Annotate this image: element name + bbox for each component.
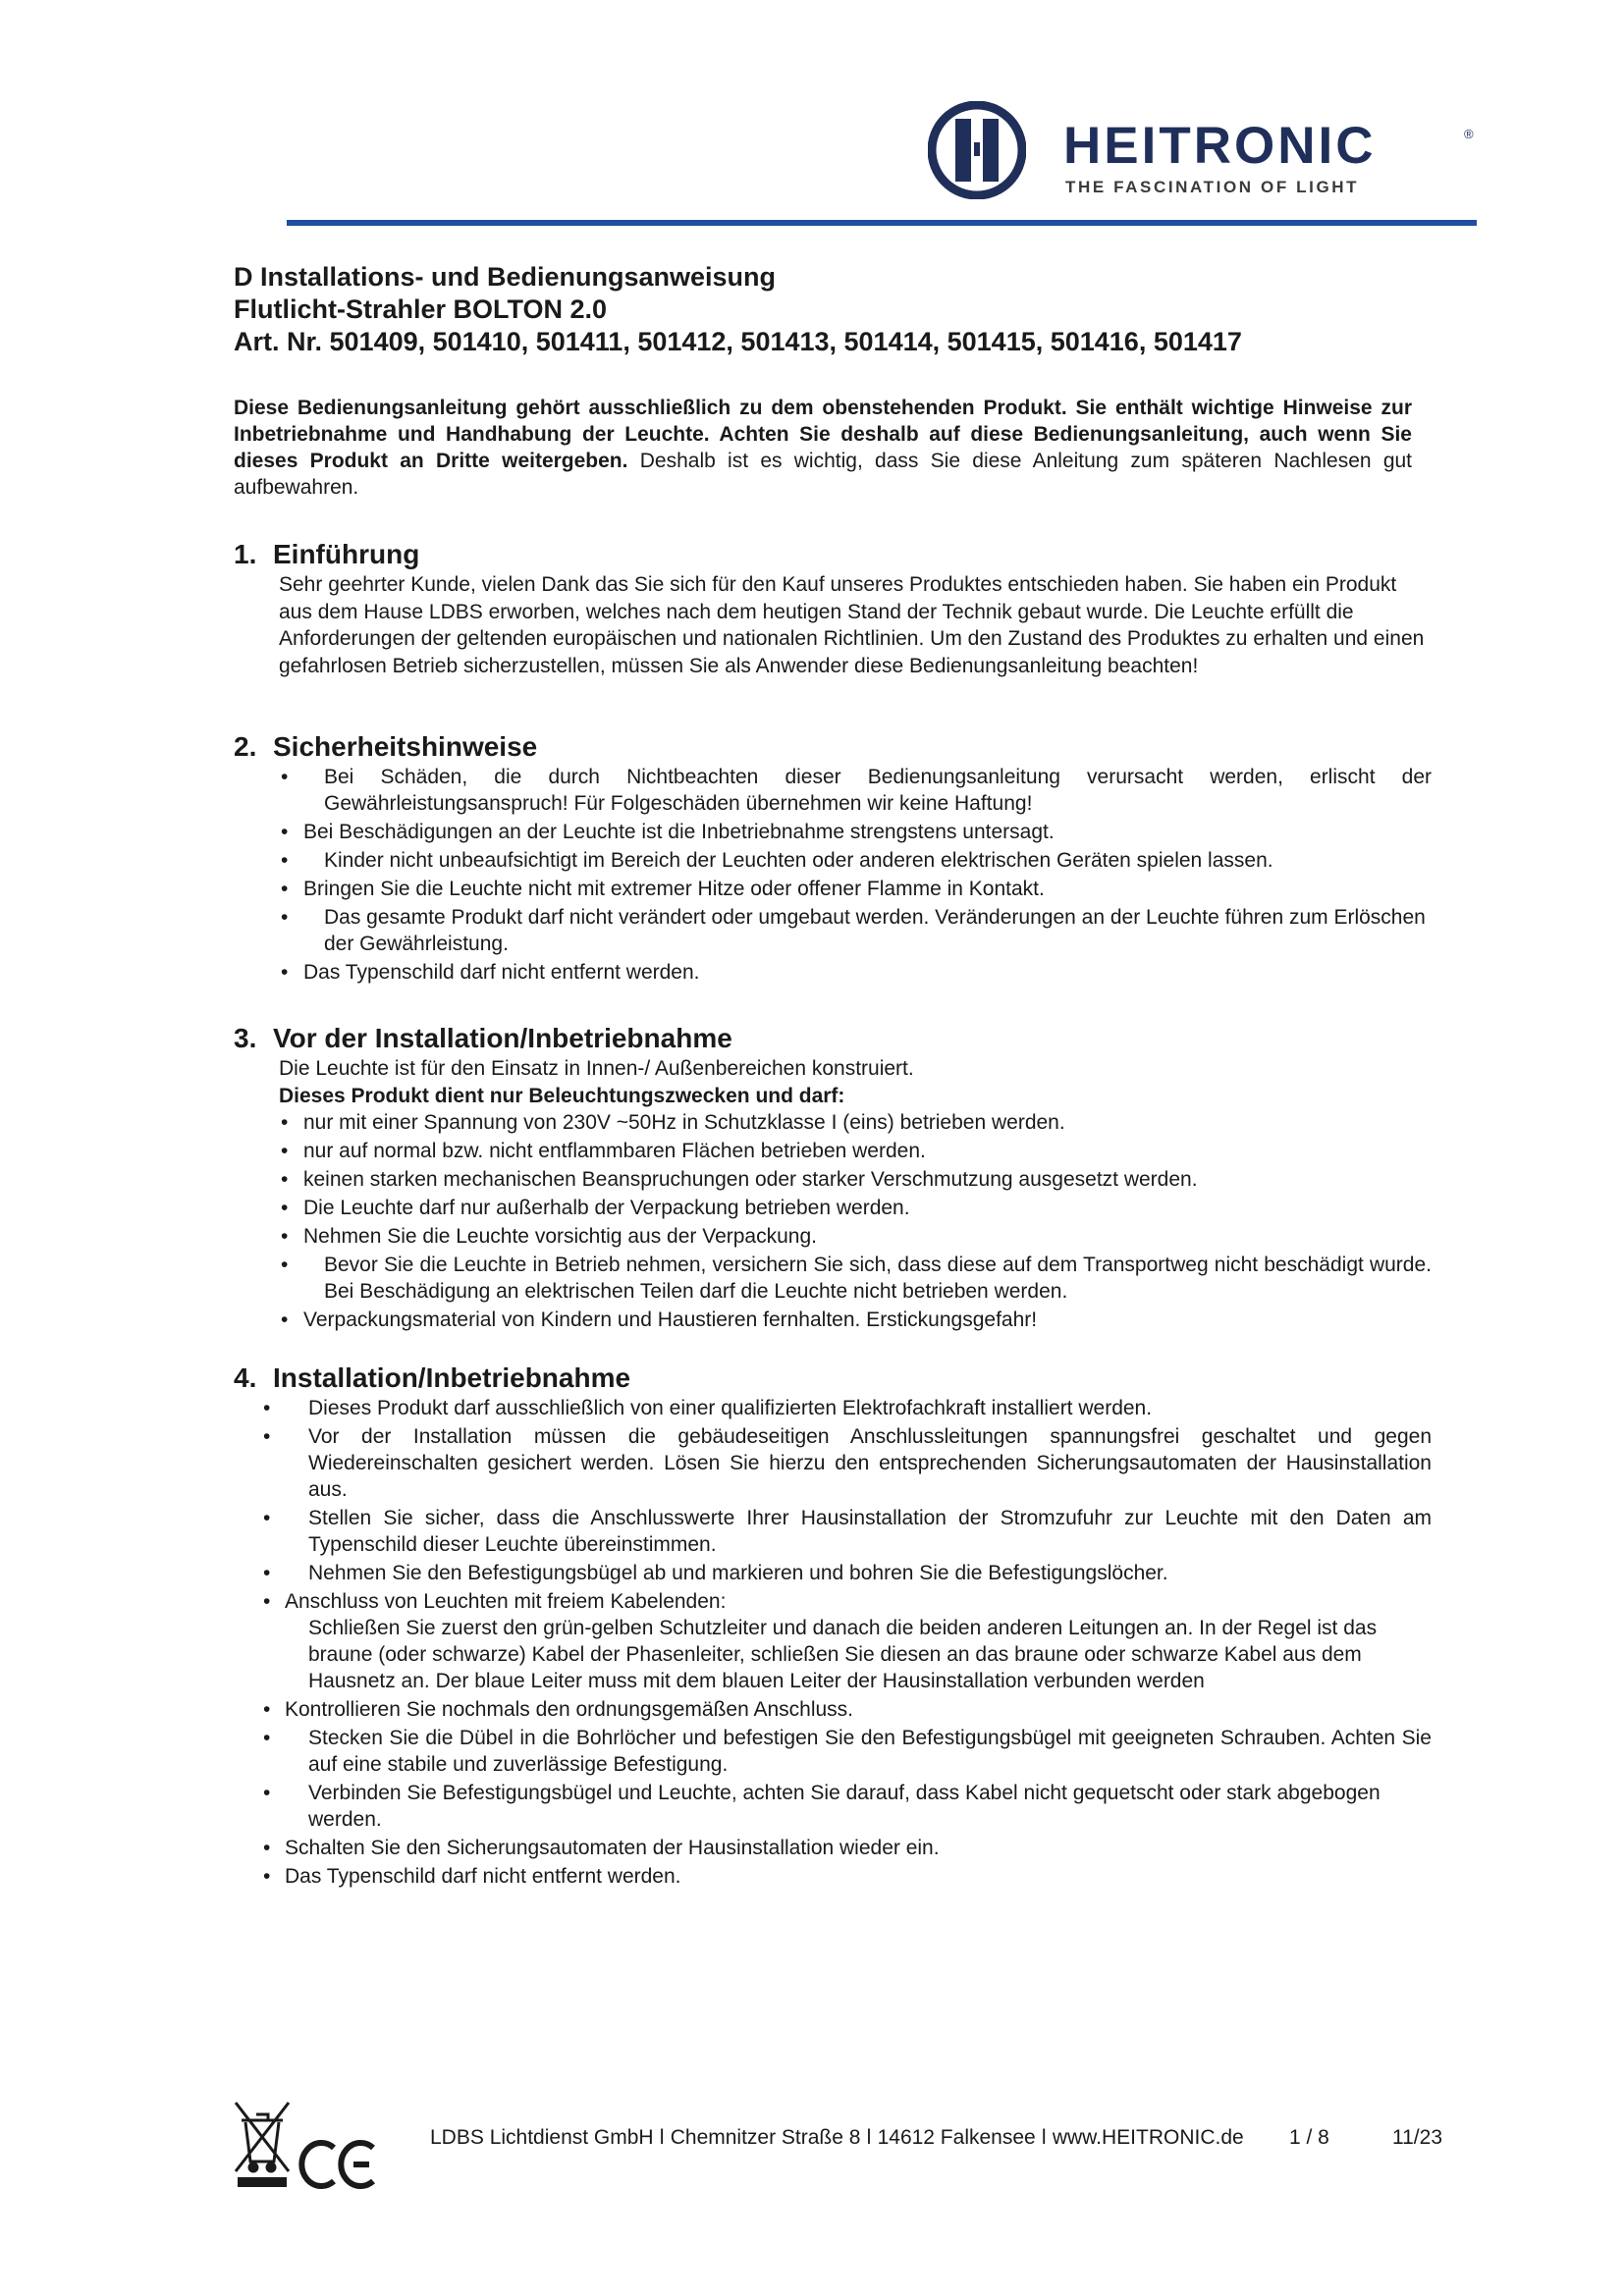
title-line-3: Art. Nr. 501409, 501410, 501411, 501412, 501413, 501414, 501415, 501416, 501417 — [234, 327, 1242, 356]
section-text: Die Leuchte ist für den Einsatz in Innen-/ Außenbereichen konstruiert. — [279, 1057, 914, 1080]
section-heading — [234, 1022, 1432, 1055]
safety-list — [234, 764, 1432, 986]
title-line-2: Flutlicht-Strahler BOLTON 2.0 — [234, 294, 608, 324]
intro-normal-text: Deshalb ist es wichtig, dass Sie diese Anleitung zum späteren Nachlesen gut aufbewahren. — [234, 450, 1413, 499]
section-number: 3. — [234, 1023, 257, 1053]
list-item: • Stellen Sie sicher, dass die Anschlusswerte Ihrer Hausinstallation der Stromzufuhr zur Leuchte mit den Daten am Typenschild dieser Leuchte übereinstimmen. — [234, 1505, 1432, 1558]
footer-company-address: LDBS Lichtdienst GmbH ǀ Chemnitzer Straße 8 ǀ 14612 Falkensee ǀ www.HEITRONIC.de — [430, 2126, 1244, 2149]
footer-icons — [232, 2101, 399, 2189]
list-item: • Kinder nicht unbeaufsichtigt im Bereich der Leuchten oder anderen elektrischen Geräten spielen lassen. — [234, 847, 1432, 874]
list-item: • Stecken Sie die Dübel in die Bohrlöcher und befestigen Sie den Befestigungsbügel mit geeigneten Schrauben. Achten Sie auf eine stabile und zuverlässige Befestigung. — [234, 1725, 1432, 1778]
list-item — [234, 1588, 1432, 1694]
section-number: 4. — [234, 1362, 257, 1393]
list-item: • Das Typenschild darf nicht entfernt werden. — [234, 959, 1432, 986]
list-item: • Bevor Sie die Leuchte in Betrieb nehmen, versichern Sie sich, dass diese auf dem Transportweg nicht beschädigt wurde. Bei Beschädigung an elektrischen Teilen darf die Leuchte nicht betrieben werden. — [234, 1252, 1432, 1305]
list-item: • Bei Schäden, die durch Nichtbeachten dieser Bedienungsanleitung verursacht werden, erlischt der Gewährleistungsanspruch! Für Folgeschäden übernehmen wir keine Haftung! — [234, 764, 1432, 817]
list-item: • nur auf normal bzw. nicht entflammbaren Flächen betrieben werden. — [234, 1138, 1432, 1164]
list-item: • Dieses Produkt darf ausschließlich von einer qualifizierten Elektrofachkraft installiert werden. — [234, 1395, 1432, 1421]
list-item: • Schalten Sie den Sicherungsautomaten der Hausinstallation wieder ein. — [234, 1835, 1432, 1861]
brand-logo — [928, 101, 1478, 199]
page-number: 1 / 8 — [1289, 2126, 1329, 2149]
brand-tagline: THE FASCINATION OF LIGHT — [1065, 178, 1360, 196]
list-item: • Kontrollieren Sie nochmals den ordnungsgemäßen Anschluss. — [234, 1696, 1432, 1723]
list-item: • Bei Beschädigungen an der Leuchte ist die Inbetriebnahme strengstens untersagt. — [234, 819, 1432, 845]
document-date: 11/23 — [1392, 2126, 1442, 2149]
section-vor-der-installation — [234, 1022, 1432, 1335]
section-heading — [234, 1362, 1432, 1395]
ce-mark-icon — [301, 2143, 373, 2186]
list-item: • Nehmen Sie die Leuchte vorsichtig aus der Verpackung. — [234, 1223, 1432, 1250]
list-item: • Vor der Installation müssen die gebäudeseitigen Anschlussleitungen spannungsfrei geschaltet und gegen Wiedereinschalten gesichert werden. Lösen Sie hierzu den entsprechenden Sicherungsautomaten der Hausinstallation aus. — [234, 1423, 1432, 1503]
list-item: • Bringen Sie die Leuchte nicht mit extremer Hitze oder offener Flamme in Kontakt. — [234, 876, 1432, 902]
list-item: • keinen starken mechanischen Beanspruchungen oder starker Verschmutzung ausgesetzt werden. — [234, 1166, 1432, 1193]
list-item: • Die Leuchte darf nur außerhalb der Verpackung betrieben werden. — [234, 1195, 1432, 1221]
list-item: • Das gesamte Produkt darf nicht verändert oder umgebaut werden. Veränderungen an der Leuchte führen zum Erlöschen der Gewährleistung. — [234, 904, 1432, 957]
section-title: Installation/Inbetriebnahme — [273, 1362, 631, 1393]
list-item-label: Anschluss von Leuchten mit freiem Kabelenden: — [285, 1590, 727, 1613]
section-bold-text: Dieses Produkt dient nur Beleuchtungszwecken und darf: — [279, 1084, 845, 1107]
list-item: • nur mit einer Spannung von 230V ~50Hz in Schutzklasse I (eins) betrieben werden. — [234, 1109, 1432, 1136]
title-line-1: D Installations- und Bedienungsanweisung — [234, 262, 777, 292]
intro-bold-text: Diese Bedienungsanleitung gehört ausschließlich zu dem obenstehenden Produkt. Sie enthält wichtige Hinweise zur Inbetriebnahme und Handhabung der Leuchte. Achten Sie deshalb auf diese Bedienungsanleitung, auch wenn Sie dieses Produkt an Dritte weitergeben. — [234, 397, 1412, 472]
section-installation — [234, 1362, 1432, 1892]
section-number: 2. — [234, 731, 257, 762]
section-title: Sicherheitshinweise — [273, 731, 538, 762]
section-heading — [234, 538, 1432, 571]
list-item-subtext: Schließen Sie zuerst den grün-gelben Schutzleiter und danach die beiden anderen Leitungen an. In der Regel ist das braune (oder schwarze) Kabel der Phasenleiter, schließen Sie diesen an das braune oder schwarze Kabel aus dem Hausnetz an. Der blaue Leiter muss mit dem blauen Leiter der Hausinstallation verbunden werden — [308, 1617, 1378, 1692]
intro-paragraph — [234, 395, 1412, 501]
list-item: • Nehmen Sie den Befestigungsbügel ab und markieren und bohren Sie die Befestigungslöcher. — [234, 1560, 1432, 1586]
list-item: • Verbinden Sie Befestigungsbügel und Leuchte, achten Sie darauf, dass Kabel nicht gequetscht oder stark abgebogen werden. — [234, 1780, 1432, 1833]
weee-crossed-bin-icon — [236, 2103, 289, 2171]
section-number: 1. — [234, 539, 257, 569]
brand-name: HEITRONIC — [1063, 117, 1377, 175]
registered-mark: ® — [1464, 127, 1474, 141]
section-text: Sehr geehrter Kunde, vielen Dank das Sie sich für den Kauf unseres Produktes entschieden haben. Sie haben ein Produkt aus dem Hause LDBS erworben, welches nach dem heutigen Stand der Technik gebaut wurde. Die Leuchte erfüllt die Anforderungen der geltenden europäischen und nationalen Richtlinien. Um den Zustand des Produktes zu erhalten und einen gefahrlosen Betrieb sicherzustellen, müssen Sie als Anwender diese Bedienungsanleitung beachten! — [279, 573, 1425, 677]
document-title — [234, 261, 1461, 358]
list-item: • Verpackungsmaterial von Kindern und Haustieren fernhalten. Erstickungsgefahr! — [234, 1307, 1432, 1333]
heitronic-h-logo-icon — [928, 101, 1026, 199]
list-item: • Das Typenschild darf nicht entfernt werden. — [234, 1863, 1432, 1890]
section-title: Einführung — [273, 539, 420, 569]
section-sicherheitshinweise — [234, 730, 1432, 988]
section-heading — [234, 730, 1432, 764]
installation-list — [234, 1395, 1432, 1890]
section-einfuehrung — [234, 538, 1432, 679]
header-divider — [287, 220, 1477, 226]
section-title: Vor der Installation/Inbetriebnahme — [273, 1023, 732, 1053]
requirements-list — [234, 1109, 1432, 1333]
